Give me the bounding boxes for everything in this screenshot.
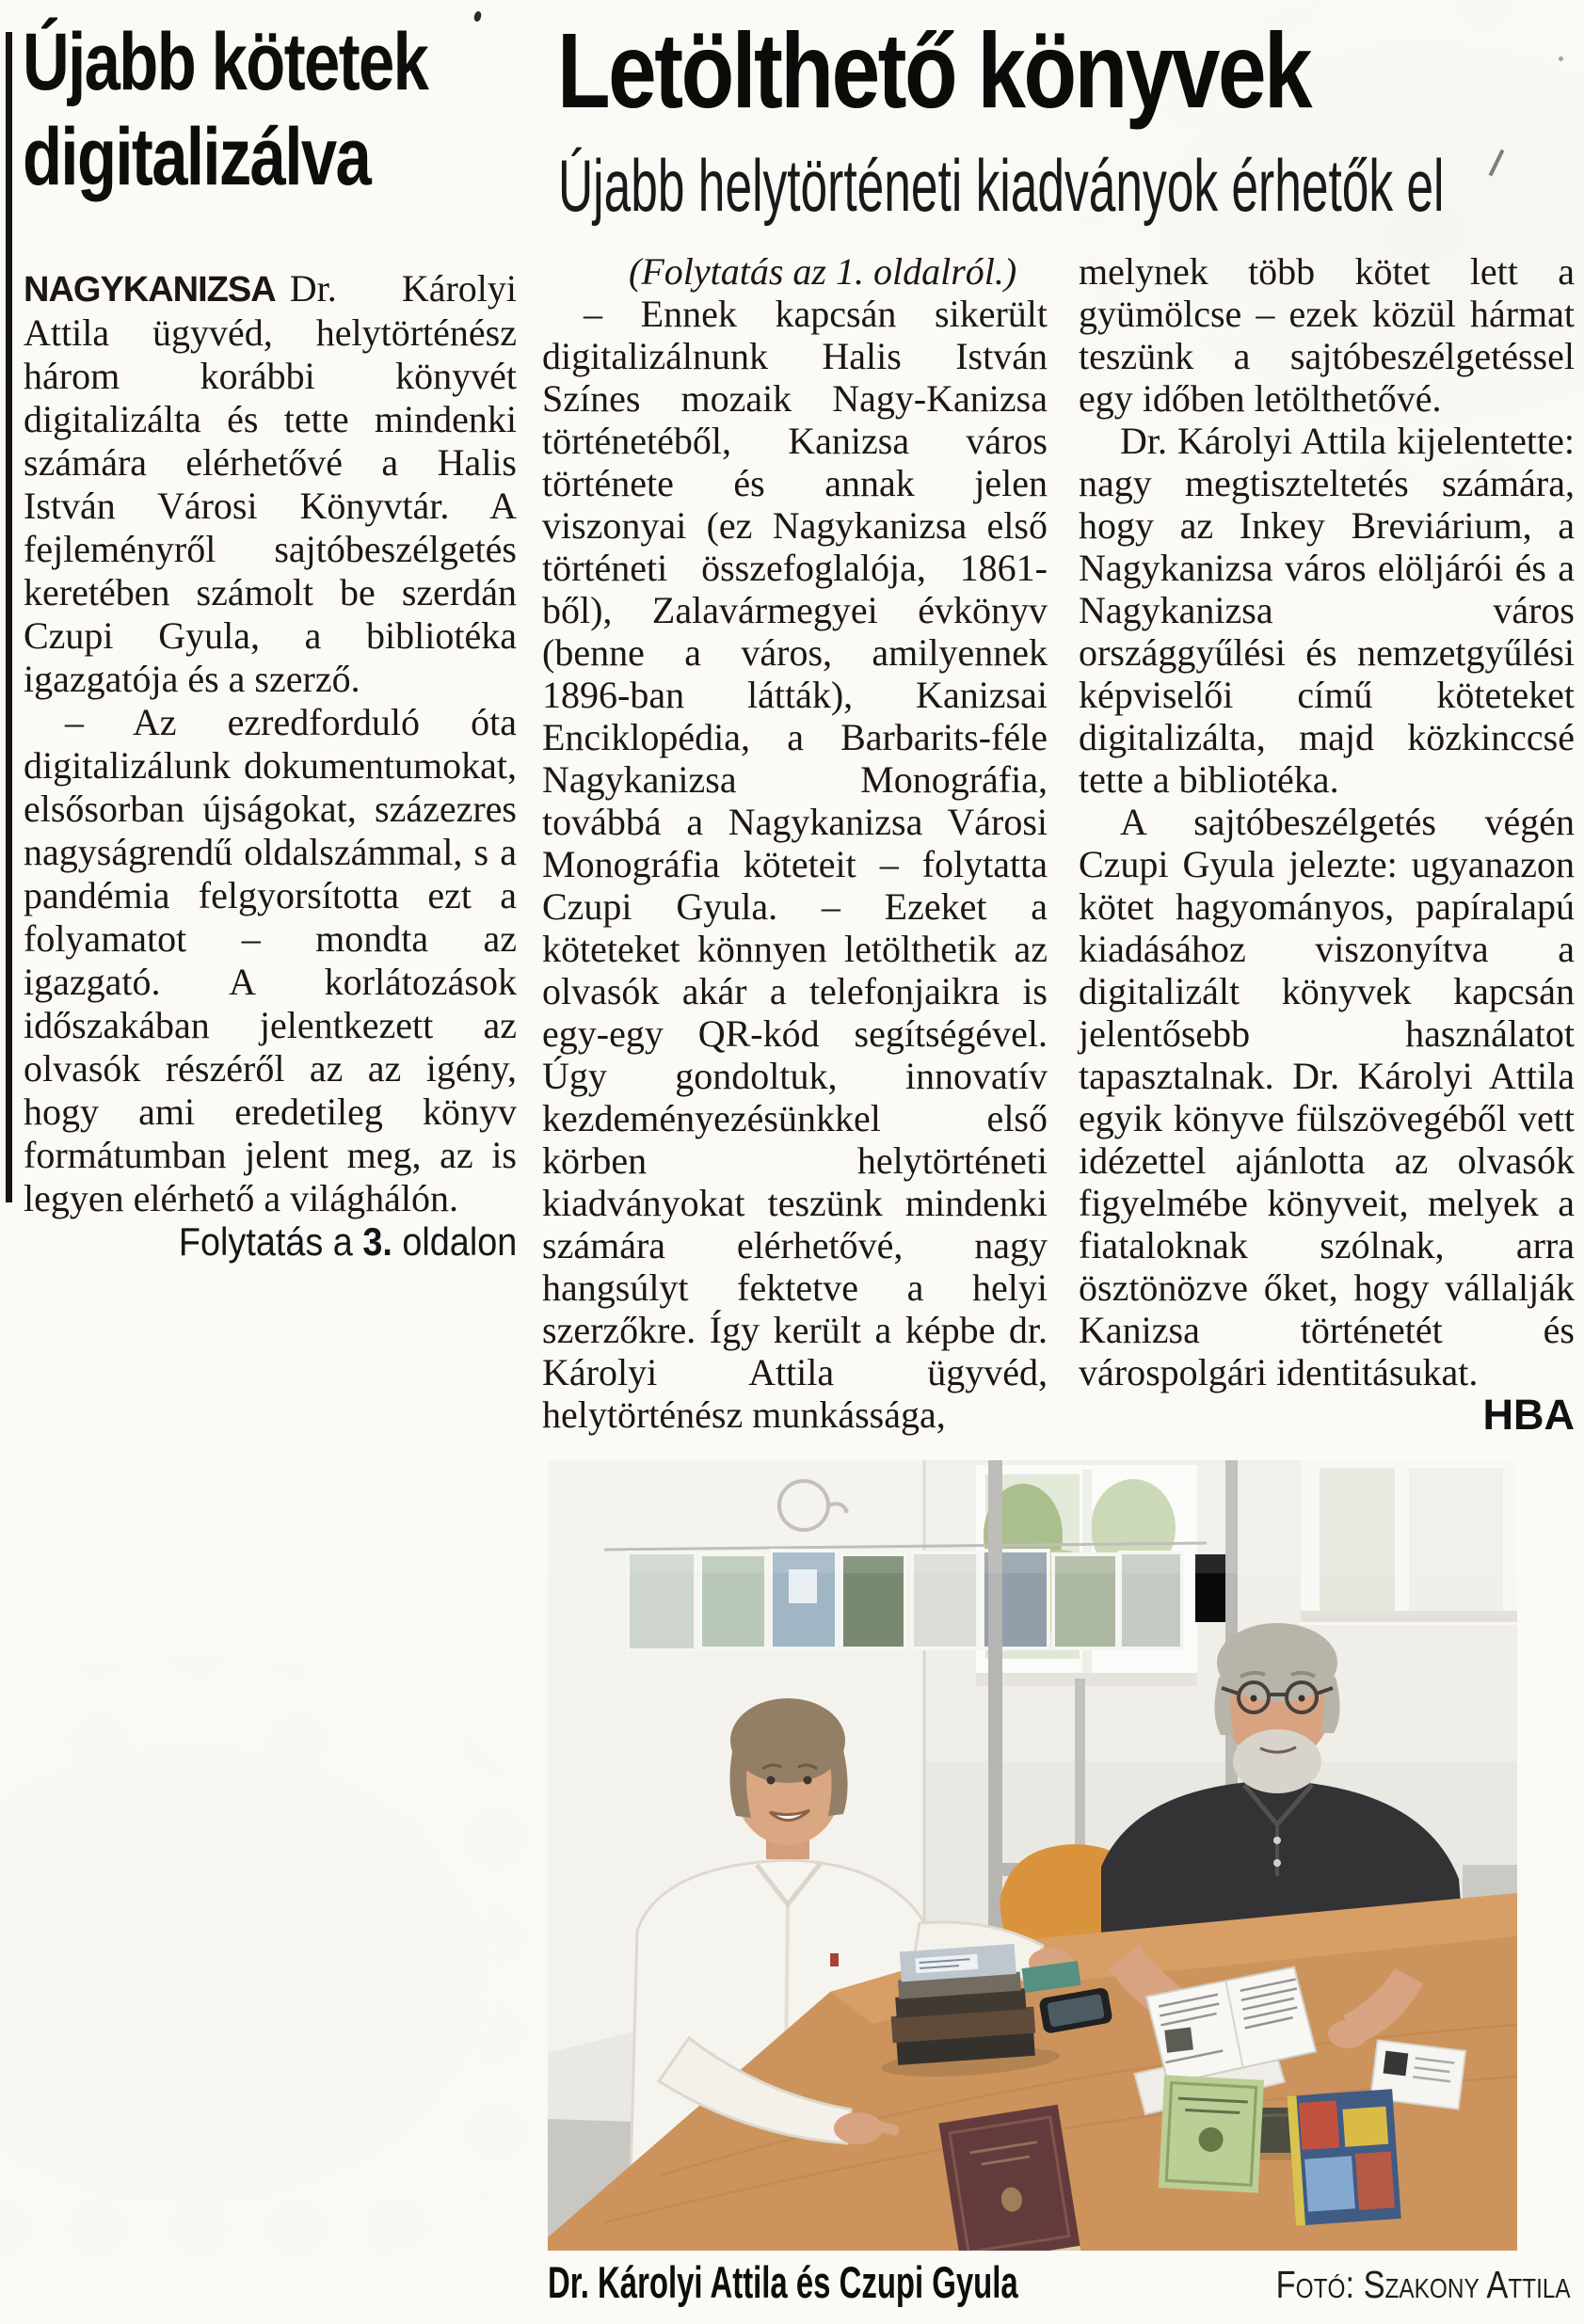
continuation-note: Folytatás a 3. oldalon — [178, 1219, 517, 1264]
article-photo-illustration — [548, 1460, 1517, 2251]
main-article-paragraph-1: – Ennek kapcsán sikerült digitalizálnunk Halis István Színes mozaik Nagy-Kanizsa történetéből, Kanizsa város története és annak jelen viszonyai (ez Nagykanizsa első történeti összefoglalója, 1861-ből), Zalavármegyei évkönyv (benne a város, amilyennek 1896-ban látták), Kanizsai Enciklopédia, a Barbarits-féle Nagykanizsa Monográfia, továbbá a Nagykanizsa Városi Monográfia köteteit – folytatta Czupi Gyula. – Ezeket a köteteket könnyen letölthetik az olvasók akár a telefonjaikra is egy-egy QR-kód segítségével. Úgy gondoltuk, innovatív kezdeményezésünkkel első körben helytörténeti kiadványokat teszünk mindenki számára elérhetővé, nagy hangsúlyt fektetve a helyi szerzőkre. Így került a képbe dr. Károlyi Attila ügyvéd, helytörténész munkássága, — [542, 293, 1048, 1436]
left-headline-line2: digitalizálva — [23, 112, 371, 202]
byline: HBA — [1482, 1391, 1575, 1439]
main-article-paragraph-4: A sajtóbeszélgetés végén Czupi Gyula jelezte: ugyanazon kötet hagyományos, papíralapú kiadásához viszonyítva a digitalizált könyvek kapcsán jelentősebb használatot tapasztalnak. Dr. Károlyi Attila egyik könyve fülszövegéből vett idézettel ajánlotta az olvasók figyelmébe könyveit, melyek a fiataloknak szólnak, arra ösztönözve őket, hogy vállalják Kanizsa történetét és várospolgári identitásukat. — [1079, 801, 1575, 1393]
left-article-paragraph-1: NAGYKANIZSA Dr. Károlyi Attila ügyvéd, helytörténész három korábbi könyvét digitalizálta és tette mindenki számára elérhetővé a Halis István Városi Könyvtár. A fejleményről sajtóbeszélgetés keretében számolt be szerdán Czupi Gyula, a bibliotéka igazgatója és a szerző. — [24, 267, 517, 700]
scan-speck — [1559, 56, 1563, 61]
article-photo — [548, 1460, 1517, 2251]
dateline-lead-in: NAGYKANIZSA — [24, 270, 276, 310]
left-headline-line1: Újabb kötetek — [23, 17, 428, 107]
left-article-headline — [23, 15, 529, 205]
left-article-column — [24, 267, 517, 1264]
photo-credit: Fotó: Szakony Attila — [1275, 2263, 1571, 2306]
left-article-paragraph-2: – Az ezredforduló óta digitalizálunk dokumentumokat, elsősorban újságokat, százezres nagyságrendű oldalszámmal, s a pandémia felgyorsította ezt a folyamatot – mondta az igazgató. A korlátozások időszakában jelentkezett az olvasók részéről az az igény, hogy ami eredetileg könyv formátumban jelent meg, az is legyen elérhető a világhálón. — [24, 701, 517, 1219]
main-article-paragraph-2: melynek több kötet lett a gyümölcse – ezek közül hármat teszünk a sajtóbeszélgetéssel egy időben letölthetővé. — [1079, 250, 1575, 420]
photo-caption: Dr. Károlyi Attila és Czupi Gyula — [548, 2257, 1018, 2307]
main-article-column-2 — [1079, 250, 1575, 1439]
left-column-rule — [6, 32, 12, 1202]
continued-from-note: (Folytatás az 1. oldalról.) — [629, 250, 1017, 293]
continuation-page-number: 3. — [362, 1219, 392, 1264]
main-headline: Letölthető könyvek — [557, 11, 1311, 130]
main-subhead: Újabb helytörténeti kiadványok érhetők el — [558, 144, 1445, 227]
main-article-paragraph-3: Dr. Károlyi Attila kijelentette: nagy megtiszteltetés számára, hogy az Inkey Breviárium, a Nagykanizsa város elöljárói és a Nagykanizsa város országgyűlési és nemzetgyűlési képviselői című köteteket digitalizálta, majd közkinccsé tette a bibliotéka. — [1079, 420, 1575, 801]
main-article-column-1 — [542, 250, 1048, 1436]
photo-caption-row — [548, 2256, 1571, 2308]
